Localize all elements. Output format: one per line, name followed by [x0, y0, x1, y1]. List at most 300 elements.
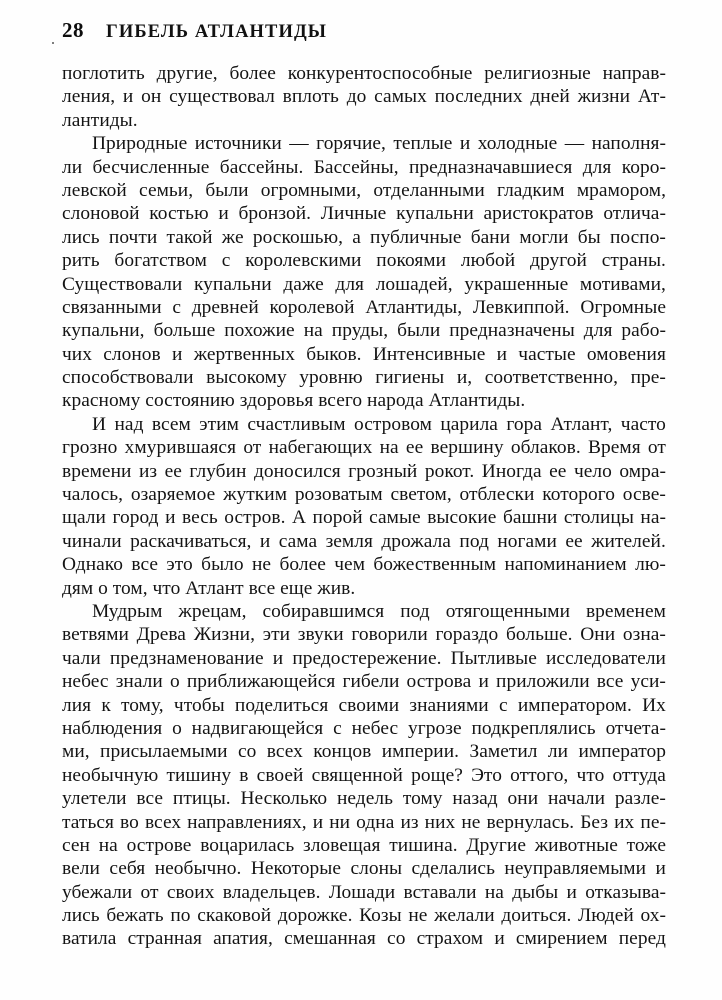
- word: религиозные: [484, 63, 591, 84]
- word: ни: [329, 811, 351, 833]
- word: смешанная: [284, 928, 376, 950]
- word: грозный: [348, 460, 418, 482]
- word: птицы.: [172, 788, 231, 810]
- word: купальни: [193, 273, 272, 295]
- word: по: [170, 905, 191, 927]
- word: Это: [471, 764, 502, 786]
- text-line: [62, 764, 666, 787]
- word: ми,: [62, 741, 90, 763]
- word: чали: [62, 647, 101, 669]
- word: бани: [470, 226, 511, 248]
- word: Козы: [359, 905, 402, 927]
- word: ватила: [62, 928, 117, 950]
- word: лошадей,: [375, 273, 453, 295]
- word: чем: [334, 554, 366, 576]
- word: для: [582, 156, 612, 178]
- word: другой: [530, 250, 587, 272]
- word: И: [92, 413, 107, 435]
- text-line: дям о том, что Атлант все еще жив.: [62, 577, 356, 599]
- word: чих: [62, 343, 92, 365]
- word: страны.: [601, 250, 666, 272]
- word: приложили: [496, 671, 590, 693]
- word: мотивами,: [579, 273, 666, 295]
- word: же: [221, 226, 244, 248]
- word: и: [259, 530, 271, 552]
- word: гора: [506, 413, 543, 435]
- word: этим: [199, 413, 239, 435]
- word: светом,: [390, 484, 452, 506]
- word: гибели: [342, 671, 400, 693]
- word: на: [484, 881, 504, 903]
- word: предостережение.: [292, 647, 442, 669]
- word: украшенные: [464, 273, 569, 295]
- text-line: лантиды.: [62, 109, 138, 131]
- word: дрожала: [381, 530, 451, 552]
- word: лю-: [635, 554, 666, 576]
- body-text-block: [62, 62, 666, 951]
- word: от: [243, 437, 262, 459]
- word: королевой: [269, 296, 355, 318]
- word: Левкиппой.: [472, 296, 570, 318]
- word: тому,: [121, 694, 164, 716]
- word: вершину: [430, 437, 504, 459]
- word: Ат-: [637, 86, 666, 108]
- word: над: [114, 413, 144, 435]
- word: все: [596, 671, 624, 693]
- word: быков.: [306, 343, 362, 365]
- word: костью: [149, 203, 209, 225]
- word: они: [507, 788, 539, 810]
- word: ее: [565, 530, 583, 552]
- word: звуки: [297, 624, 344, 646]
- word: ления,: [62, 86, 116, 108]
- word: от: [140, 881, 159, 903]
- word: вставали: [403, 881, 477, 903]
- word: А: [291, 507, 307, 529]
- word: тишину: [166, 764, 232, 786]
- word: слоны: [350, 858, 403, 880]
- word: приближающейся: [186, 671, 336, 693]
- text-line: [62, 319, 666, 342]
- word: направ-: [602, 63, 666, 84]
- word: своих: [166, 881, 215, 903]
- word: более: [229, 63, 276, 84]
- text-line: [62, 226, 666, 249]
- word: напоминанием: [504, 554, 627, 576]
- word: для: [583, 320, 613, 342]
- word: жертвенных: [193, 343, 295, 365]
- text-line: [62, 881, 666, 904]
- word: жутким: [223, 484, 288, 506]
- text-line: [62, 694, 666, 717]
- word: порой: [312, 507, 363, 529]
- word: Древа: [136, 624, 186, 646]
- word: озна-: [622, 624, 666, 646]
- word: Лошади: [328, 881, 396, 903]
- word: небес: [351, 717, 399, 739]
- word: под: [459, 530, 489, 552]
- word: роскошью,: [252, 226, 343, 248]
- word: даже: [283, 273, 324, 295]
- word: таться: [62, 811, 114, 833]
- word: хмурившаяся: [124, 437, 237, 459]
- word: Людей: [578, 905, 634, 927]
- text-line: [62, 904, 666, 927]
- text-line: [62, 202, 666, 225]
- word: почти: [108, 226, 158, 248]
- word: Атлант,: [550, 413, 613, 435]
- text-line: [62, 413, 666, 436]
- word: что: [576, 764, 605, 786]
- word: купальни,: [62, 320, 145, 342]
- word: к: [101, 694, 111, 716]
- text-line: красному состоянию здоровья всего народа Атлантиды.: [62, 390, 526, 412]
- word: и: [478, 671, 489, 693]
- word: доиться.: [501, 905, 572, 927]
- word: и: [459, 133, 471, 155]
- word: Их: [642, 694, 666, 716]
- word: воцарилась: [200, 834, 295, 856]
- text-line: [62, 249, 666, 272]
- text-line: [62, 460, 666, 483]
- word: более: [279, 554, 326, 576]
- word: и: [312, 811, 324, 833]
- word: это: [166, 554, 193, 576]
- page-number: 28: [62, 18, 84, 42]
- word: способствовали: [62, 367, 194, 389]
- word: и: [566, 881, 577, 903]
- word: часто: [620, 413, 666, 435]
- word: с: [221, 250, 231, 272]
- word: вернулась.: [486, 811, 575, 833]
- word: остров.: [224, 507, 286, 529]
- word: поспо-: [609, 226, 666, 248]
- word: желали: [434, 905, 495, 927]
- word: всех: [144, 811, 182, 833]
- word: и: [218, 203, 229, 225]
- word: всех: [266, 741, 303, 763]
- word: Жизни,: [193, 624, 255, 646]
- word: предзнаменование: [109, 647, 264, 669]
- word: существовал: [169, 86, 275, 108]
- word: бронзой.: [238, 203, 312, 225]
- word: Атлантиды,: [365, 296, 463, 318]
- word: странная: [127, 928, 202, 950]
- word: лия: [62, 694, 92, 716]
- word: ногами: [497, 530, 557, 552]
- word: чело: [573, 460, 612, 482]
- word: и: [272, 647, 284, 669]
- word: ветвями: [62, 624, 129, 646]
- text-line: [62, 857, 666, 880]
- word: доносился: [253, 460, 341, 482]
- word: божественным: [373, 554, 497, 576]
- word: счастливым: [247, 413, 346, 435]
- word: бежать: [106, 905, 164, 927]
- word: вплоть: [282, 86, 339, 108]
- word: скаковой: [197, 905, 272, 927]
- text-line: [62, 647, 666, 670]
- word: связанными: [62, 296, 162, 318]
- word: поделиться: [234, 694, 329, 716]
- word: тому: [402, 788, 443, 810]
- word: своими: [338, 694, 400, 716]
- word: высокие: [427, 507, 497, 529]
- word: уровню: [299, 367, 363, 389]
- word: омовения: [586, 343, 666, 365]
- word: Некоторые: [250, 858, 342, 880]
- word: владельцев.: [222, 881, 321, 903]
- word: о: [169, 671, 180, 693]
- word: пе-: [640, 811, 666, 833]
- word: огромными,: [260, 179, 362, 201]
- word: пруды,: [331, 320, 389, 342]
- word: рить: [62, 250, 100, 272]
- word: дыбы: [512, 881, 559, 903]
- word: чинали: [62, 530, 122, 552]
- word: осве-: [622, 484, 666, 506]
- word: розоватым: [294, 484, 383, 506]
- word: разле-: [614, 788, 666, 810]
- word: высокому: [206, 367, 287, 389]
- word: отчета-: [605, 717, 666, 739]
- word: них: [424, 811, 456, 833]
- text-line: [62, 530, 666, 553]
- word: во: [120, 811, 139, 833]
- word: подкреплялись: [471, 717, 596, 739]
- text-line: [62, 740, 666, 763]
- word: семьи,: [139, 179, 194, 201]
- text-line: [62, 600, 666, 623]
- word: чтобы: [173, 694, 225, 716]
- word: все: [131, 554, 159, 576]
- scan-speck: [52, 42, 54, 44]
- word: недель: [336, 788, 394, 810]
- word: угрозе: [408, 717, 462, 739]
- word: ее: [164, 460, 182, 482]
- word: оттуда: [612, 764, 666, 786]
- word: под: [400, 600, 430, 622]
- word: сама: [278, 530, 318, 552]
- word: знали: [115, 671, 163, 693]
- word: и: [655, 858, 666, 880]
- word: тишина.: [389, 834, 458, 856]
- word: холодные: [477, 133, 558, 155]
- word: тоже: [626, 834, 666, 856]
- word: уси-: [630, 671, 666, 693]
- word: о: [172, 717, 182, 739]
- word: слонов: [103, 343, 161, 365]
- word: Другие: [466, 834, 526, 856]
- word: времени: [62, 460, 132, 482]
- word: бы: [577, 226, 601, 248]
- text-line: [62, 296, 666, 319]
- word: сделались: [411, 858, 495, 880]
- word: другие,: [156, 63, 218, 84]
- word: со: [237, 741, 257, 763]
- word: говорили: [351, 624, 428, 646]
- word: коро-: [621, 156, 666, 178]
- word: животные: [534, 834, 618, 856]
- word: похожие: [224, 320, 295, 342]
- word: ох-: [640, 905, 666, 927]
- word: не: [408, 905, 428, 927]
- word: предназначены: [449, 320, 575, 342]
- word: зловещая: [302, 834, 381, 856]
- word: королевскими: [245, 250, 362, 272]
- word: император: [578, 741, 666, 763]
- word: древней: [191, 296, 259, 318]
- word: рокот.: [424, 460, 475, 482]
- word: надвигающейся: [191, 717, 324, 739]
- word: собиравшимся: [262, 600, 385, 622]
- word: Время: [587, 437, 641, 459]
- word: себя: [109, 858, 146, 880]
- word: глубин: [189, 460, 247, 482]
- text-line: [62, 483, 666, 506]
- word: богатством: [114, 250, 207, 272]
- word: город: [112, 507, 159, 529]
- word: вели: [62, 858, 100, 880]
- word: острова: [406, 671, 472, 693]
- word: пре-: [630, 367, 666, 389]
- word: для: [335, 273, 365, 295]
- word: священной: [311, 764, 403, 786]
- word: все: [136, 788, 164, 810]
- word: на: [303, 320, 323, 342]
- word: исследователи: [546, 647, 666, 669]
- word: всем: [151, 413, 191, 435]
- word: Они: [580, 624, 616, 646]
- running-head-title: ГИБЕЛЬ АТЛАНТИДЫ: [106, 22, 328, 42]
- text-line: [62, 132, 666, 155]
- word: концов: [313, 741, 372, 763]
- word: жителей.: [591, 530, 666, 552]
- word: с: [333, 717, 342, 739]
- word: отделанными: [373, 179, 485, 201]
- word: смирением: [515, 928, 608, 950]
- text-line: [62, 179, 666, 202]
- text-line: [62, 156, 666, 179]
- word: ее: [549, 460, 567, 482]
- text-line: [62, 787, 666, 810]
- word: теплые: [393, 133, 453, 155]
- word: раскачиваться,: [130, 530, 252, 552]
- text-line: [62, 366, 666, 389]
- word: самые: [369, 507, 421, 529]
- text-line: [62, 273, 666, 296]
- word: мрамором,: [576, 179, 666, 201]
- word: Без: [580, 811, 609, 833]
- text-line: [62, 927, 666, 950]
- word: он: [141, 86, 162, 108]
- word: частые: [518, 343, 576, 365]
- word: ли: [547, 741, 569, 763]
- word: Мудрым: [92, 600, 163, 622]
- word: не: [251, 554, 272, 576]
- word: озаряемое: [130, 484, 216, 506]
- word: их: [614, 811, 635, 833]
- word: лись: [62, 905, 100, 927]
- word: апатия,: [213, 928, 273, 950]
- word: временем: [585, 600, 666, 622]
- word: которого: [542, 484, 615, 506]
- word: не: [461, 811, 481, 833]
- text-line: [62, 506, 666, 529]
- word: могли: [519, 226, 569, 248]
- word: и: [122, 86, 134, 108]
- word: земля: [325, 530, 373, 552]
- word: своей: [256, 764, 304, 786]
- word: на: [98, 834, 118, 856]
- word: дорожке.: [277, 905, 353, 927]
- word: грозно: [62, 437, 118, 459]
- word: оттого,: [510, 764, 569, 786]
- word: рабо-: [621, 320, 666, 342]
- word: предназначавшиеся: [408, 156, 573, 178]
- word: Личные: [320, 203, 387, 225]
- word: ли: [62, 156, 83, 178]
- word: в: [239, 764, 249, 786]
- text-line: [62, 834, 666, 857]
- word: были: [205, 179, 249, 201]
- word: улетели: [62, 788, 127, 810]
- word: отлича-: [603, 203, 666, 225]
- word: дней: [530, 86, 570, 108]
- word: самых: [374, 86, 427, 108]
- word: Огромные: [580, 296, 666, 318]
- word: империи.: [381, 741, 460, 763]
- word: царила: [440, 413, 498, 435]
- word: соответственно,: [484, 367, 619, 389]
- word: гладким: [497, 179, 565, 201]
- text-line: [62, 811, 666, 834]
- word: и: [496, 343, 508, 365]
- text-line: [62, 85, 666, 108]
- word: из: [400, 811, 419, 833]
- word: бесчисленные: [92, 156, 210, 178]
- word: роще?: [411, 764, 463, 786]
- word: весь: [181, 507, 218, 529]
- word: Иногда: [481, 460, 542, 482]
- word: —: [289, 133, 309, 155]
- word: гигиены: [375, 367, 445, 389]
- word: Интенсивные: [372, 343, 486, 365]
- word: необычно.: [154, 858, 242, 880]
- word: столицы: [563, 507, 634, 529]
- word: левской: [62, 179, 127, 201]
- word: убежали: [62, 881, 133, 903]
- word: облаков.: [510, 437, 581, 459]
- word: неуправляемыми: [504, 858, 647, 880]
- word: острове: [126, 834, 192, 856]
- word: перед: [618, 928, 666, 950]
- word: бассейны.: [219, 156, 304, 178]
- word: Пытливые: [450, 647, 537, 669]
- word: и: [494, 928, 505, 950]
- word: Несколько: [240, 788, 328, 810]
- text-line: [62, 436, 666, 459]
- word: одна: [356, 811, 395, 833]
- text-line: [62, 62, 666, 85]
- word: набегающих: [268, 437, 373, 459]
- word: присылаемыми: [100, 741, 228, 763]
- text-line: [62, 717, 666, 740]
- word: отягощенными: [445, 600, 570, 622]
- word: омра-: [619, 460, 666, 482]
- word: Существовали: [62, 273, 183, 295]
- word: было: [201, 554, 244, 576]
